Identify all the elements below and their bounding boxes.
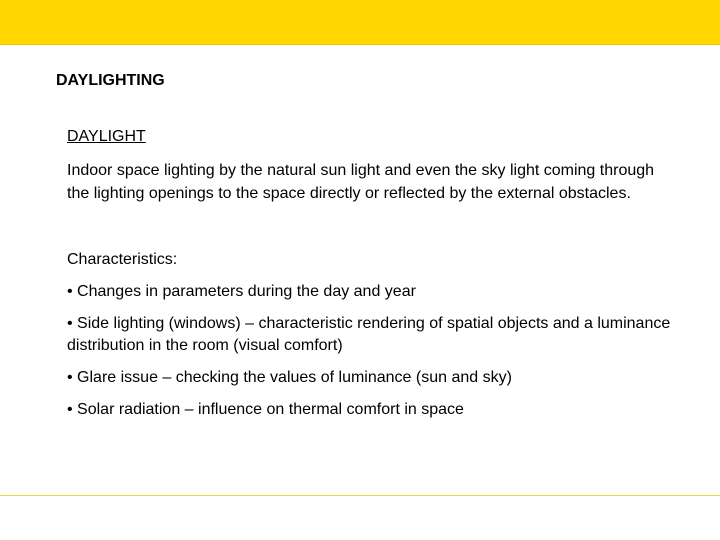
slide-title: DAYLIGHTING [56,72,165,89]
top-accent-band [0,0,720,45]
list-item: • Changes in parameters during the day and year [67,283,416,300]
list-item: • Solar radiation – influence on thermal comfort in space [67,401,464,418]
characteristics-list [67,281,677,421]
section-subtitle: DAYLIGHT [67,128,146,145]
list-item: • Glare issue – checking the values of luminance (sun and sky) [67,369,512,386]
definition-paragraph: Indoor space lighting by the natural sun light and even the sky light coming through the lighting openings to the space directly or reflected by the external obstacles. [67,162,655,202]
slide-content [67,126,677,421]
characteristics-heading: Characteristics: [67,251,178,268]
list-item: • Side lighting (windows) – characteristic rendering of spatial objects and a luminance distribution in the room (visual comfort) [67,315,671,354]
bottom-divider [0,495,720,496]
